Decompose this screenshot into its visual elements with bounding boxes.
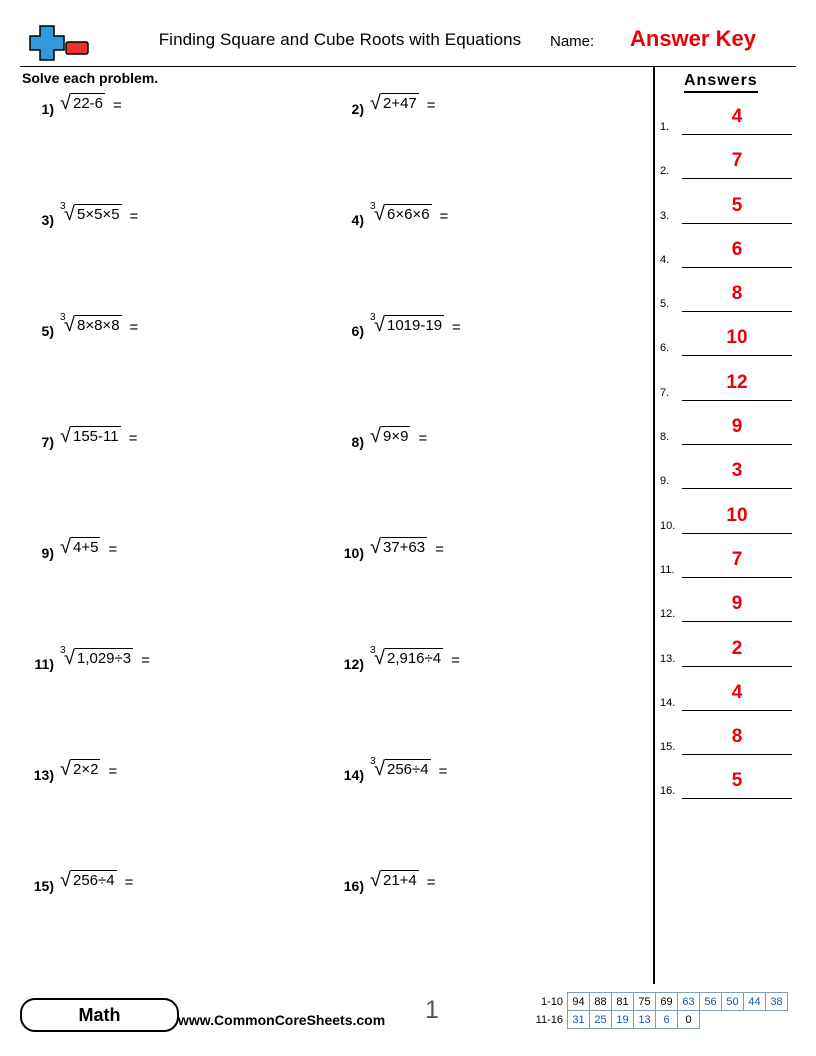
problem-expression: √ 256÷4 = bbox=[60, 869, 134, 892]
problem-expression: √ 2+47 = bbox=[370, 92, 436, 115]
problem-item bbox=[28, 758, 117, 783]
answers-list bbox=[660, 104, 800, 813]
radicand: 155-11 bbox=[72, 428, 119, 445]
answer-line bbox=[682, 754, 792, 755]
problem-number: 2) bbox=[351, 101, 364, 117]
radical-index: 3 bbox=[370, 645, 376, 656]
answer-row bbox=[660, 503, 800, 547]
radicand: 37+63 bbox=[382, 539, 426, 556]
answer-value: 4 bbox=[731, 681, 743, 703]
answer-row bbox=[660, 148, 800, 192]
equals-sign: = bbox=[129, 318, 139, 336]
answer-number: 9. bbox=[660, 475, 670, 488]
problem-row bbox=[20, 758, 640, 869]
equals-sign: = bbox=[141, 651, 150, 669]
answer-row bbox=[660, 768, 800, 812]
answer-number: 12. bbox=[660, 608, 676, 621]
answer-number: 16. bbox=[660, 785, 676, 798]
problem-number: 10) bbox=[343, 545, 364, 561]
answer-number: 11. bbox=[660, 563, 675, 576]
answer-number: 4. bbox=[660, 253, 670, 266]
radicand: 2×2 bbox=[72, 761, 99, 778]
problem-item bbox=[28, 425, 137, 450]
problem-number: 13) bbox=[33, 767, 54, 783]
answer-value: 5 bbox=[731, 770, 743, 792]
answer-line bbox=[682, 798, 792, 799]
answer-number: 7. bbox=[660, 386, 670, 399]
problem-row bbox=[20, 869, 640, 980]
problem-item bbox=[338, 536, 444, 561]
problem-number: 3) bbox=[41, 212, 54, 228]
problem-item bbox=[28, 314, 138, 339]
score-cell: 38 bbox=[766, 993, 788, 1011]
radicand: 2+47 bbox=[382, 95, 417, 112]
answer-line bbox=[682, 621, 792, 622]
problem-item bbox=[338, 425, 427, 450]
problem-item bbox=[338, 869, 436, 894]
radical-index: 3 bbox=[370, 756, 376, 767]
radicand: 6×6×6 bbox=[386, 206, 430, 223]
problem-number: 12) bbox=[343, 656, 364, 672]
radical-index: 3 bbox=[60, 645, 66, 656]
instruction-text: Solve each problem. bbox=[22, 70, 159, 86]
answer-number: 8. bbox=[660, 431, 670, 444]
score-cell: 94 bbox=[568, 993, 590, 1011]
problem-expression: √ 21+4 = bbox=[370, 869, 436, 892]
answer-number: 5. bbox=[660, 298, 670, 311]
problem-item bbox=[338, 203, 448, 228]
problem-row bbox=[20, 203, 640, 314]
problem-item bbox=[28, 92, 122, 117]
answer-number: 6. bbox=[660, 342, 670, 355]
answer-line bbox=[682, 400, 792, 401]
answer-line bbox=[682, 488, 792, 489]
score-cell: 75 bbox=[634, 993, 656, 1011]
score-cell: 19 bbox=[612, 1011, 634, 1029]
problem-item bbox=[338, 314, 461, 339]
answer-line bbox=[682, 666, 792, 667]
answer-line bbox=[682, 134, 792, 135]
problem-item bbox=[338, 758, 447, 783]
problem-row bbox=[20, 536, 640, 647]
answer-key-badge: Answer Key bbox=[630, 26, 756, 51]
equals-sign: = bbox=[418, 429, 428, 447]
answer-number: 14. bbox=[660, 696, 676, 709]
problem-item bbox=[28, 869, 133, 894]
answer-line bbox=[682, 311, 792, 312]
answer-row bbox=[660, 680, 800, 724]
answer-value: 10 bbox=[726, 504, 748, 526]
answer-line bbox=[682, 710, 792, 711]
answer-line bbox=[682, 355, 792, 356]
radicand: 256÷4 bbox=[386, 761, 429, 778]
problem-number: 8) bbox=[351, 434, 364, 450]
problem-number: 11) bbox=[34, 656, 54, 672]
radicand: 22-6 bbox=[72, 95, 104, 112]
answer-value: 2 bbox=[731, 637, 743, 659]
problem-expression: 3 √ 1019-19 = bbox=[370, 312, 461, 337]
answer-line bbox=[682, 444, 792, 445]
radicand: 5×5×5 bbox=[76, 206, 120, 223]
answer-number: 1. bbox=[660, 121, 670, 133]
score-cell: 6 bbox=[656, 1011, 678, 1029]
answer-value: 10 bbox=[726, 327, 748, 349]
score-cell: 13 bbox=[634, 1011, 656, 1029]
answer-row bbox=[660, 325, 800, 369]
answer-value: 3 bbox=[731, 460, 743, 482]
problem-row bbox=[20, 92, 640, 203]
equals-sign: = bbox=[439, 207, 449, 225]
problem-expression: √ 4+5 = bbox=[60, 536, 118, 559]
worksheet-header bbox=[20, 24, 796, 60]
answer-value: 7 bbox=[731, 150, 743, 172]
equals-sign: = bbox=[108, 540, 118, 558]
answer-number: 3. bbox=[660, 209, 670, 222]
answer-row bbox=[660, 414, 800, 458]
answer-row bbox=[660, 281, 800, 325]
answer-value: 4 bbox=[731, 106, 743, 127]
score-cell: 81 bbox=[612, 993, 634, 1011]
equals-sign: = bbox=[124, 873, 134, 891]
radical-index: 3 bbox=[60, 201, 66, 212]
answer-value: 9 bbox=[731, 416, 743, 438]
score-cell: 25 bbox=[590, 1011, 612, 1029]
page-number: 1 bbox=[425, 996, 439, 1024]
radical-index: 3 bbox=[370, 312, 376, 323]
answer-row bbox=[660, 547, 800, 591]
radical-index: 3 bbox=[370, 201, 376, 212]
problem-number: 7) bbox=[41, 434, 54, 450]
answer-value: 5 bbox=[731, 194, 743, 216]
answer-row bbox=[660, 193, 800, 237]
problem-row bbox=[20, 647, 640, 758]
answer-number: 10. bbox=[660, 519, 676, 532]
header-divider bbox=[20, 66, 796, 67]
radicand: 1019-19 bbox=[386, 317, 443, 334]
problem-number: 1) bbox=[41, 101, 54, 117]
problem-expression: √ 22-6 = bbox=[60, 92, 122, 115]
radicand: 256÷4 bbox=[72, 872, 115, 889]
radicand: 1,029÷3 bbox=[76, 650, 132, 667]
answer-value: 8 bbox=[731, 726, 743, 748]
score-cell: 0 bbox=[678, 1011, 700, 1029]
problem-expression: 3 √ 8×8×8 = bbox=[60, 312, 139, 337]
problem-number: 6) bbox=[351, 323, 364, 339]
commoncoresheets-logo-icon bbox=[20, 24, 96, 64]
answer-number: 2. bbox=[660, 165, 670, 178]
radicand: 4+5 bbox=[72, 539, 99, 556]
score-cell: 88 bbox=[590, 993, 612, 1011]
score-grid bbox=[528, 992, 788, 1029]
answer-value: 8 bbox=[731, 283, 743, 305]
answer-row bbox=[660, 458, 800, 502]
score-table bbox=[528, 992, 788, 1029]
problem-item bbox=[338, 92, 436, 117]
answer-line bbox=[682, 178, 792, 179]
equals-sign: = bbox=[426, 873, 436, 891]
problem-expression: 3 √ 256÷4 = bbox=[370, 756, 448, 781]
problem-number: 5) bbox=[41, 323, 54, 339]
equals-sign: = bbox=[128, 429, 138, 447]
problem-expression: √ 37+63 = bbox=[370, 536, 444, 559]
answers-heading: Answers bbox=[684, 72, 758, 93]
answer-value: 12 bbox=[726, 371, 748, 393]
answer-row bbox=[660, 591, 800, 635]
score-cell: 50 bbox=[722, 993, 744, 1011]
score-cell: 69 bbox=[656, 993, 678, 1011]
score-cell: 56 bbox=[700, 993, 722, 1011]
problem-row bbox=[20, 425, 640, 536]
score-row bbox=[528, 1011, 788, 1029]
equals-sign: = bbox=[129, 207, 139, 225]
problem-expression: √ 9×9 = bbox=[370, 425, 428, 448]
equals-sign: = bbox=[113, 96, 122, 114]
answer-value: 6 bbox=[731, 238, 743, 260]
problems-area bbox=[20, 92, 640, 980]
radicand: 2,916÷4 bbox=[386, 650, 442, 667]
answer-row bbox=[660, 104, 800, 148]
problem-item bbox=[28, 647, 150, 672]
answer-row bbox=[660, 636, 800, 680]
answer-number: 15. bbox=[660, 741, 676, 754]
problem-expression: 3 √ 5×5×5 = bbox=[60, 201, 139, 226]
answer-row bbox=[660, 237, 800, 281]
problem-row bbox=[20, 314, 640, 425]
problem-item bbox=[28, 203, 138, 228]
answer-line bbox=[682, 267, 792, 268]
problem-item bbox=[338, 647, 460, 672]
equals-sign: = bbox=[452, 318, 461, 336]
answer-line bbox=[682, 533, 792, 534]
problem-expression: 3 √ 1,029÷3 = bbox=[60, 645, 150, 670]
subject-badge: Math bbox=[20, 998, 179, 1032]
problem-expression: 3 √ 6×6×6 = bbox=[370, 201, 449, 226]
score-cell: 31 bbox=[568, 1011, 590, 1029]
vertical-divider bbox=[653, 66, 655, 984]
equals-sign: = bbox=[438, 762, 448, 780]
radicand: 9×9 bbox=[382, 428, 409, 445]
name-label: Name: bbox=[550, 33, 595, 50]
score-row-label: 1-10 bbox=[540, 995, 563, 1008]
problem-number: 4) bbox=[351, 212, 364, 228]
answer-line bbox=[682, 223, 792, 224]
equals-sign: = bbox=[435, 540, 444, 558]
equals-sign: = bbox=[108, 762, 118, 780]
score-row-label: 11-16 bbox=[535, 1013, 563, 1026]
problem-expression: 3 √ 2,916÷4 = bbox=[370, 645, 460, 670]
page-title: Finding Square and Cube Roots with Equations bbox=[158, 30, 522, 49]
answer-row bbox=[660, 724, 800, 768]
radicand: 8×8×8 bbox=[76, 317, 120, 334]
radical-index: 3 bbox=[60, 312, 66, 323]
answer-number: 13. bbox=[660, 652, 676, 665]
problem-expression: √ 2×2 = bbox=[60, 758, 118, 781]
answer-value: 7 bbox=[731, 548, 743, 570]
problem-number: 16) bbox=[343, 878, 364, 894]
answer-row bbox=[660, 370, 800, 414]
score-cell: 44 bbox=[744, 993, 766, 1011]
problem-item bbox=[28, 536, 117, 561]
problem-number: 14) bbox=[343, 767, 364, 783]
equals-sign: = bbox=[426, 96, 436, 114]
radicand: 21+4 bbox=[382, 872, 417, 889]
answer-value: 9 bbox=[731, 593, 743, 615]
score-cell: 63 bbox=[678, 993, 700, 1011]
site-url: www.CommonCoreSheets.com bbox=[178, 1012, 386, 1028]
equals-sign: = bbox=[451, 651, 460, 669]
score-row bbox=[528, 993, 788, 1011]
problem-expression: √ 155-11 = bbox=[60, 425, 138, 448]
answer-line bbox=[682, 577, 792, 578]
problem-number: 15) bbox=[33, 878, 54, 894]
problem-number: 9) bbox=[41, 545, 54, 561]
